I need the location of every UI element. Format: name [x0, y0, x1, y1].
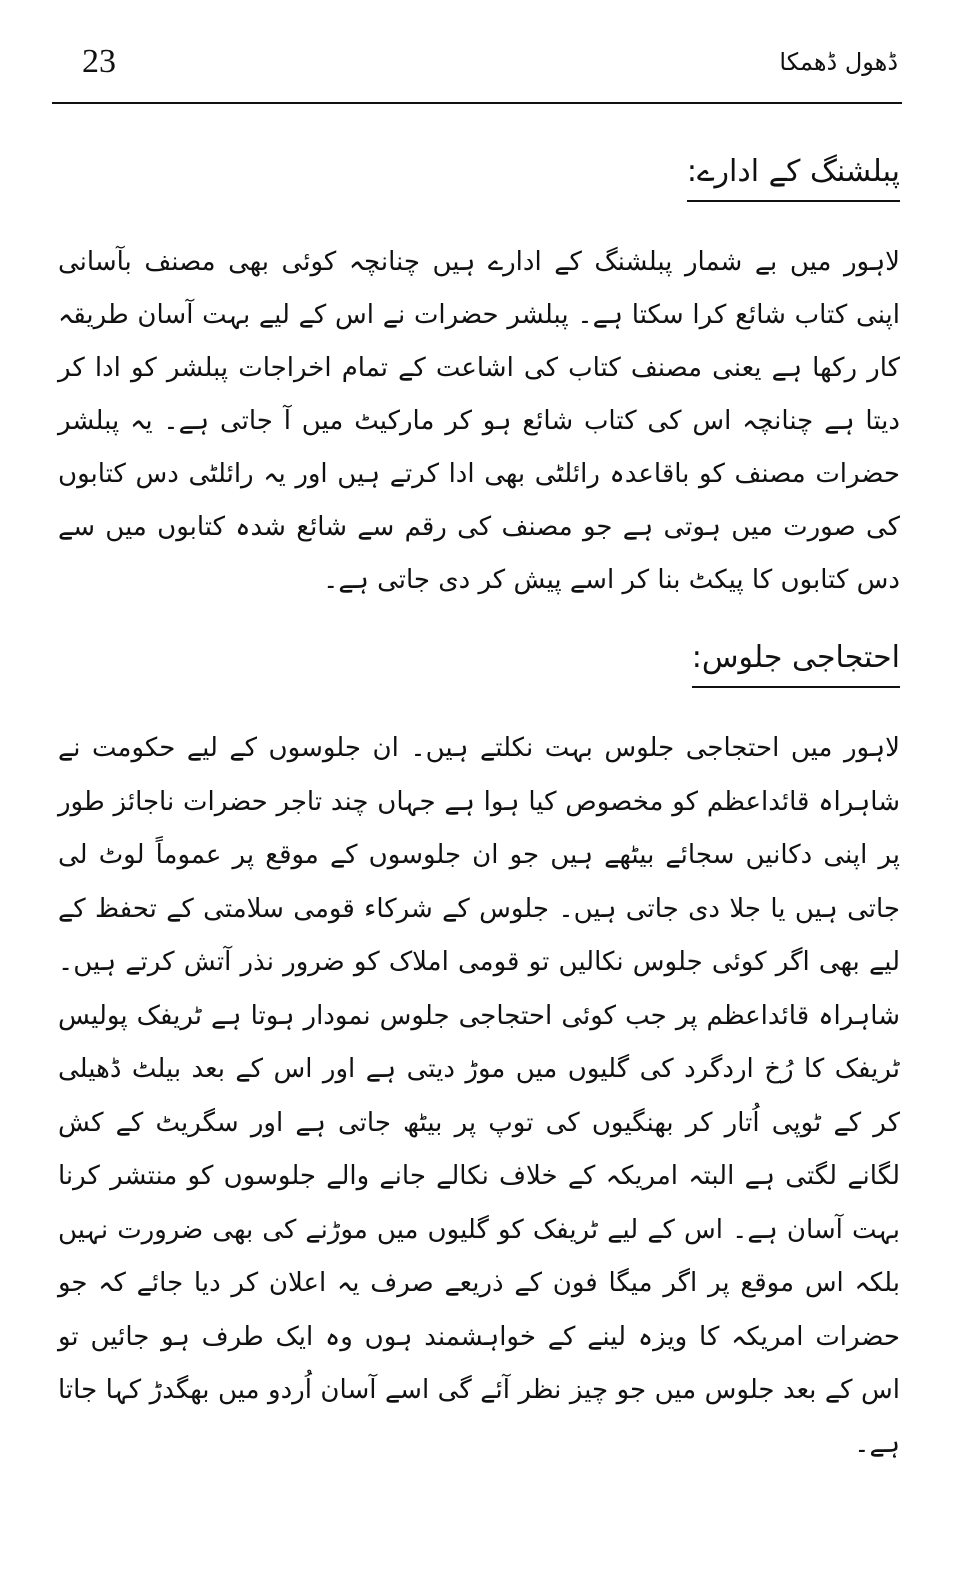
section-heading-text: پبلشنگ کے ادارے:: [687, 150, 900, 202]
section-heading-protest: [692, 636, 900, 688]
page-number: 23: [82, 43, 116, 80]
running-title: ڈھول ڈھمکا: [779, 48, 898, 76]
paragraph-protest: لاہور میں احتجاجی جلوس بہت نکلتے ہیں۔ ان جلوسوں کے لیے حکومت نے شاہراہ قائداعظم کو مخصوص کیا ہوا ہے جہاں چند تاجر حضرات ناجائز طور پر اپنی دکانیں سجائے بیٹھے ہیں جو ان جلوسوں کے موقع پر عموماً لوٹ لی جاتی ہیں یا جلا دی جاتی ہیں۔ جلوس کے شرکاء قومی سلامتی کے تحفظ کے لیے بھی اگر کوئی جلوس نکالیں تو قومی املاک کو ضرور نذر آتش کرتے ہیں۔ شاہراہ قائداعظم پر جب کوئی احتجاجی جلوس نمودار ہوتا ہے ٹریفک پولیس ٹریفک کا رُخ اردگرد کی گلیوں میں موڑ دیتی ہے اور اس کے بعد بیلٹ ڈھیلی کر کے ٹوپی اُتار کر بھنگیوں کی توپ پر بیٹھ جاتی ہے اور سگریٹ کے کش لگانے لگتی ہے البتہ امریکہ کے خلاف نکالے جانے والے جلوسوں کو منتشر کرنا بہت آسان ہے۔ اس کے لیے ٹریفک کو گلیوں میں موڑنے کی بھی ضرورت نہیں بلکہ اس موقع پر اگر میگا فون کے ذریعے صرف یہ اعلان کر دیا جائے کہ جو حضرات امریکہ کا ویزہ لینے کے خواہشمند ہوں وہ ایک طرف ہو جائیں تو اس کے بعد جلوس میں جو چیز نظر آئے گی اسے آسان اُردو میں بھگدڑ کہا جاتا ہے۔: [58, 733, 900, 1459]
page-header: [52, 36, 902, 106]
section-heading-text: احتجاجی جلوس:: [692, 636, 900, 688]
paragraph-publishing: لاہور میں بے شمار پبلشنگ کے ادارے ہیں چنانچہ کوئی بھی مصنف بآسانی اپنی کتاب شائع کرا سکتا ہے۔ پبلشر حضرات نے اس کے لیے بہت آسان طریقہ کار رکھا ہے یعنی مصنف کتاب کی اشاعت کے تمام اخراجات پبلشر کو ادا کر دیتا ہے چنانچہ اس کی کتاب شائع ہو کر مارکیٹ میں آ جاتی ہے۔ یہ پبلشر حضرات مصنف کو باقاعدہ رائلٹی بھی ادا کرتے ہیں اور یہ رائلٹی دس کتابوں کی صورت میں ہوتی ہے جو مصنف کی رقم سے شائع شدہ کتابوں میں سے دس کتابوں کا پیکٹ بنا کر اسے پیش کر دی جاتی ہے۔: [58, 247, 900, 595]
header-divider: [52, 102, 902, 104]
section-heading-publishing: [687, 150, 900, 202]
